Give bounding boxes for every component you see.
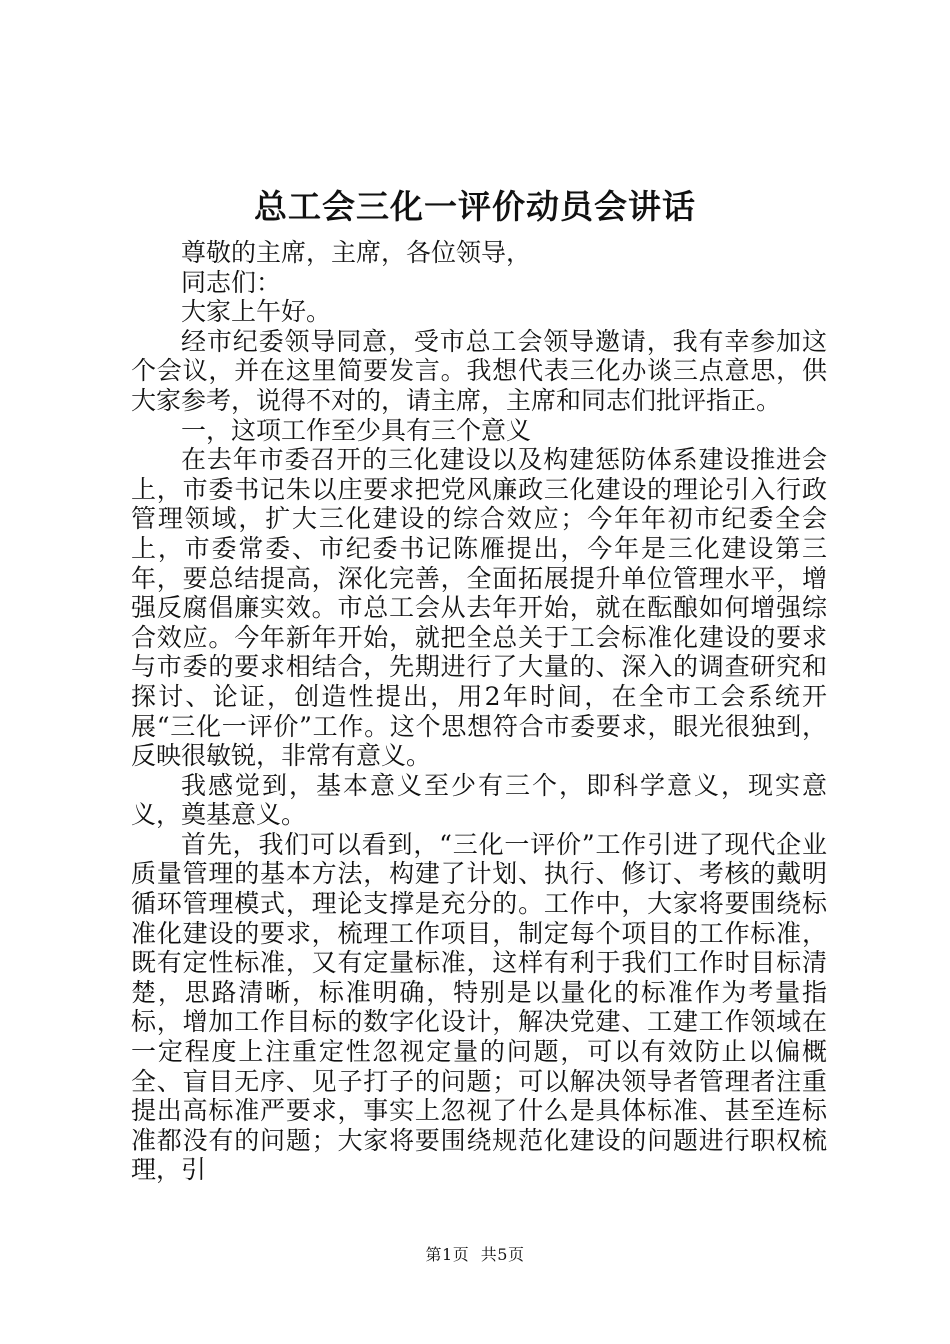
- paragraph-first-point: 首先，我们可以看到，“三化一评价”工作引进了现代企业质量管理的基本方法，构建了计划、执行、修订、考核的戴明循环管理模式，理论支撑是充分的。工作中，大家将要围绕标准化建设的要求，梳理工作项目，制定每个项目的工作标准，既有定性标准，又有定量标准，这样有利于我们工作时目标清楚，思路清晰，标准明确，特别是以量化的标准作为考量指标，增加工作目标的数字化设计，解决党建、工建工作领域在一定程度上注重定性忽视定量的问题，可以有效防止以偏概全、盲目无序、见子打子的问题；可以解决领导者管理者注重提出高标准严要求，事实上忽视了什么是具体标准、甚至连标准都没有的问题；大家将要围绕规范化建设的问题进行职权梳理，引: [131, 829, 827, 1185]
- paragraph-intro: 经市纪委领导同意，受市总工会领导邀请，我有幸参加这个会议，并在这里简要发言。我想代表三化办谈三点意思，供大家参考，说得不对的，请主席，主席和同志们批评指正。: [131, 326, 827, 415]
- paragraph-greeting: 大家上午好。: [181, 297, 332, 327]
- paragraph-significance: 我感觉到，基本意义至少有三个，即科学意义，现实意义，奠基意义。: [131, 770, 827, 830]
- document-body: [131, 238, 827, 1185]
- paragraph-salutation: 尊敬的主席，主席，各位领导，: [181, 238, 532, 267]
- page-total: 共5页: [480, 1245, 525, 1264]
- paragraph-background: 在去年市委召开的三化建设以及构建惩防体系建设推进会上，市委书记朱以庄要求把党风廉政三化建设的理论引入行政管理领域，扩大三化建设的综合效应；今年年初市纪委全会上，市委常委、市纪委书记陈雁提出，今年是三化建设第三年，要总结提高，深化完善，全面拓展提升单位管理水平，增强反腐倡廉实效。市总工会从去年开始，就在酝酿如何增强综合效应。今年新年开始，就把全总关于工会标准化建设的要求与市委的要求相结合，先期进行了大量的、深入的调查研究和探讨、论证，创造性提出，用2年时间，在全市工会系统开展“三化一评价”工作。这个思想符合市委要求，眼光很独到，反映很敏锐，非常有意义。: [131, 445, 827, 771]
- section-heading-1: 一，这项工作至少具有三个意义: [181, 415, 532, 445]
- page-number: 第1页: [425, 1245, 470, 1264]
- page-footer: [0, 1244, 950, 1266]
- document-title: 总工会三化一评价动员会讲话: [254, 187, 696, 226]
- paragraph-comrades: 同志们：: [181, 267, 282, 297]
